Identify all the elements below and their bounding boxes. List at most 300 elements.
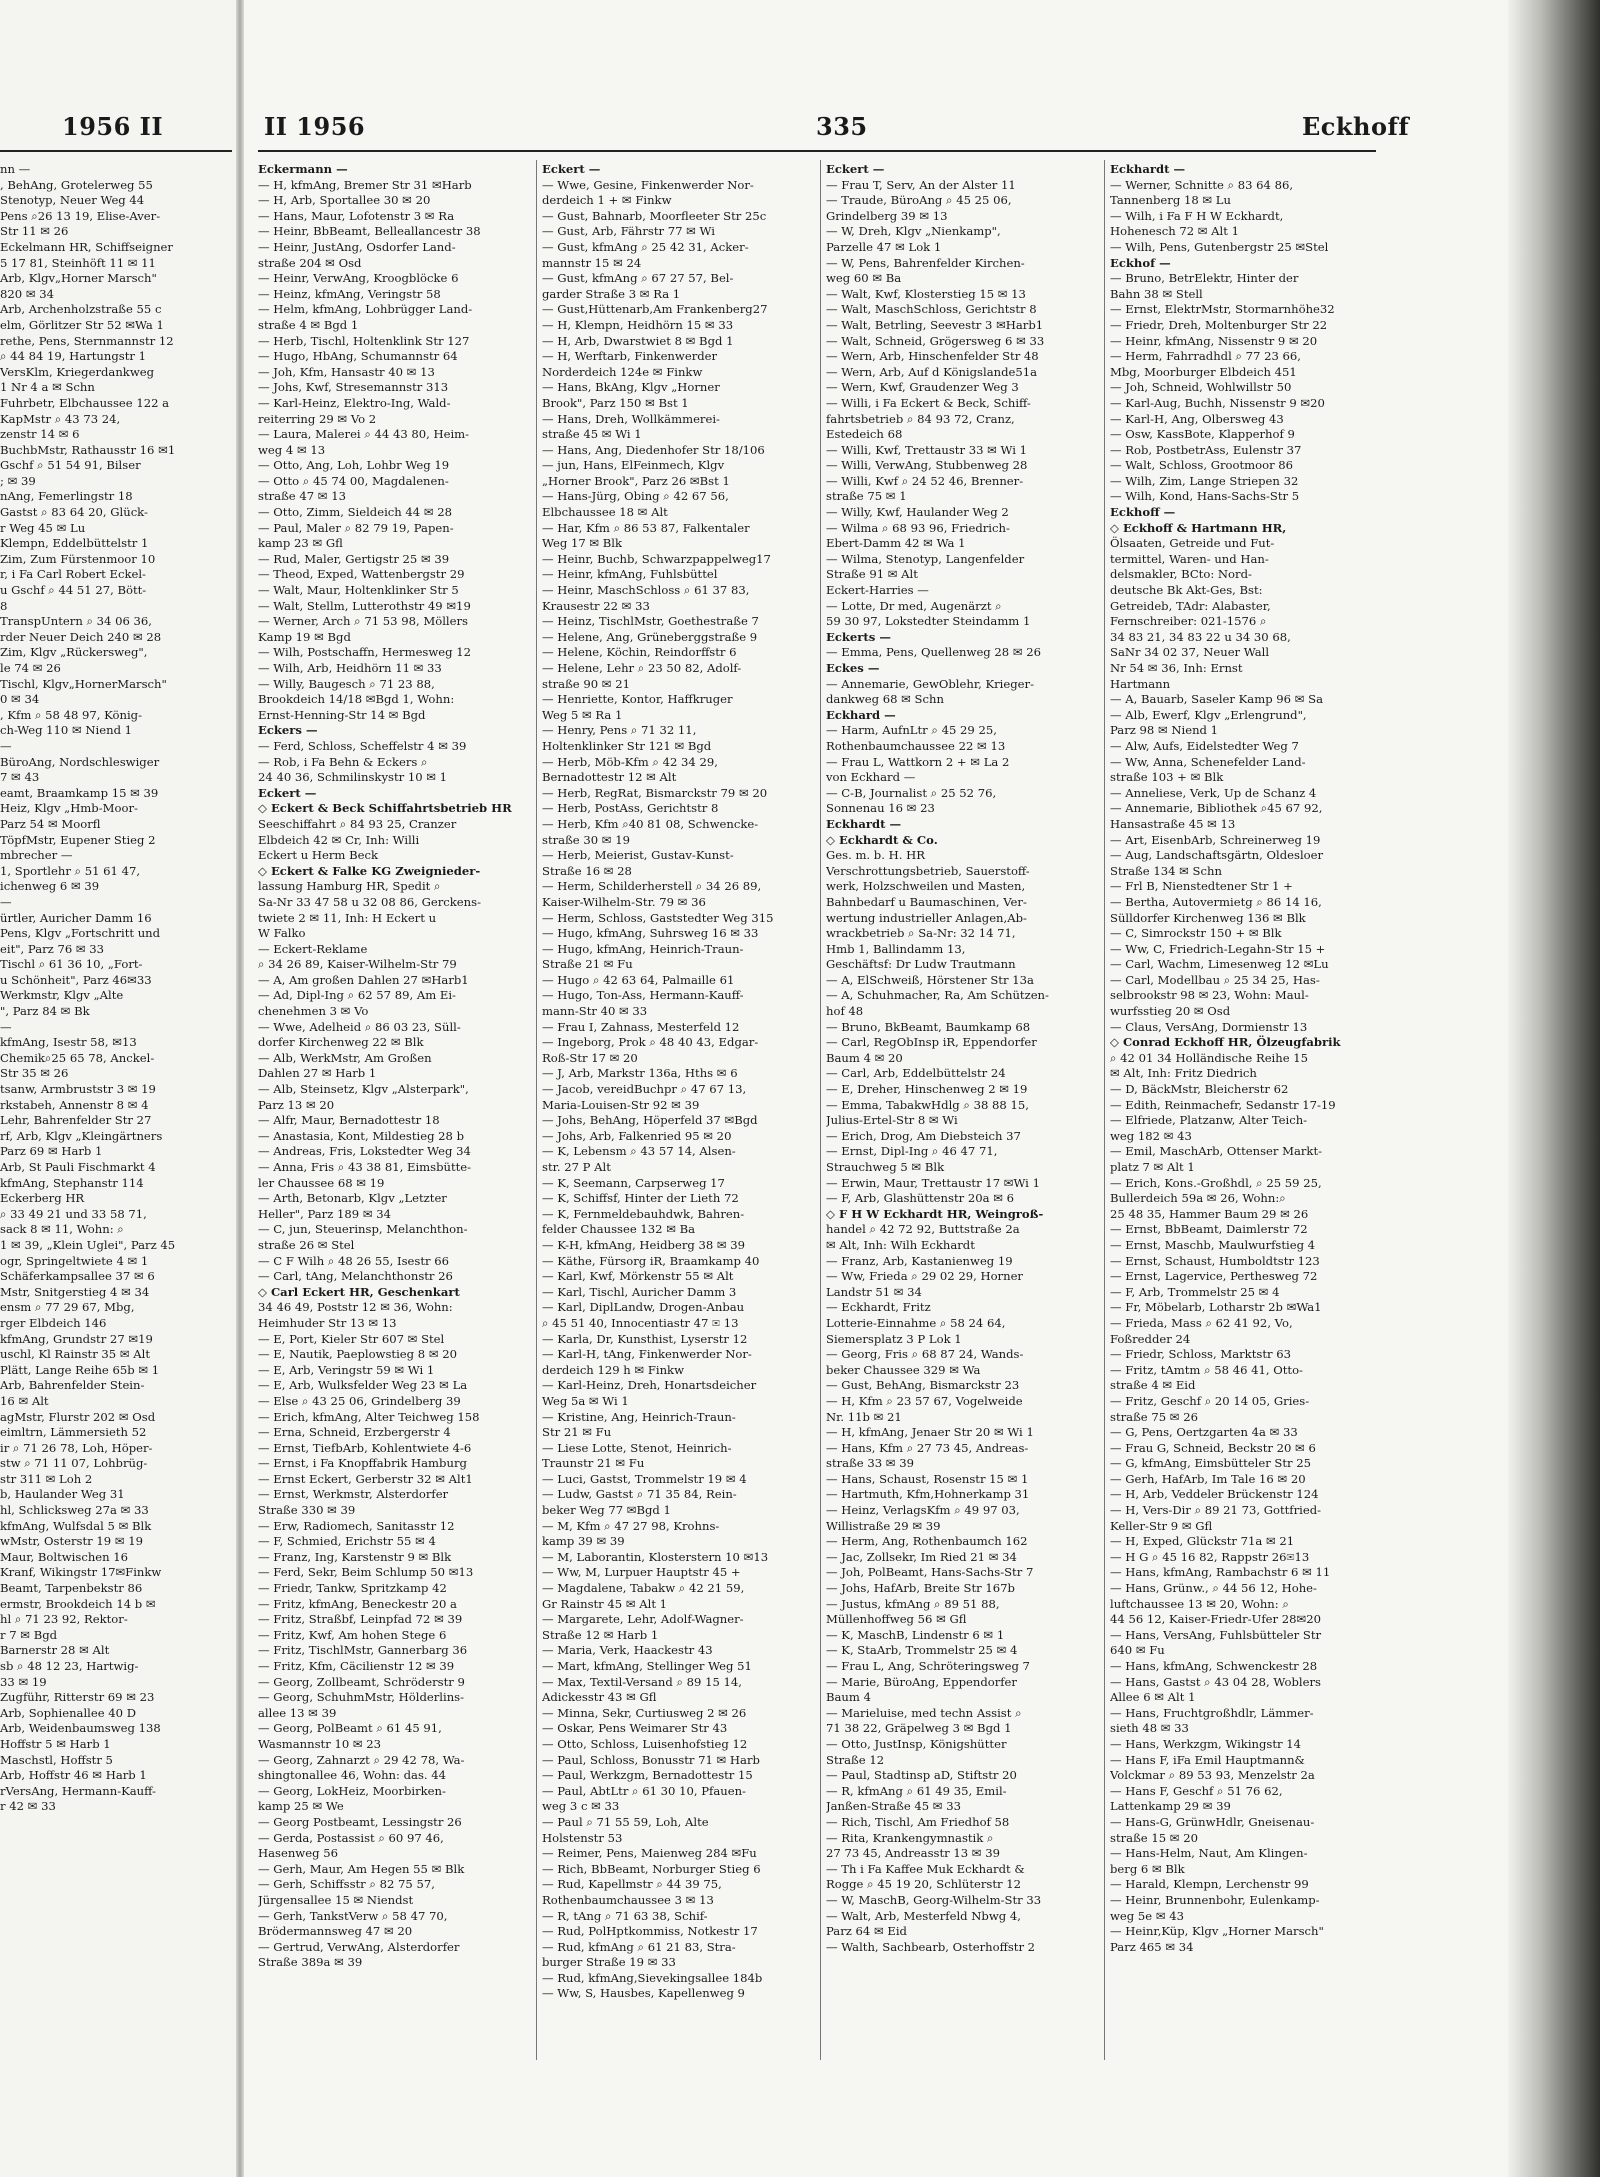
directory-entry-line: — E, Arb, Veringstr 59 ✉ Wi 1 <box>258 1362 435 1377</box>
directory-entry-line: — Max, Textil-Versand ⌕ 89 15 14, <box>542 1674 742 1689</box>
directory-entry-line: Eckhardt — <box>826 816 902 831</box>
directory-entry-line: — Ad, Dipl-Ing ⌕ 62 57 89, Am Ei- <box>258 988 456 1003</box>
directory-entry-line: 1 Nr 4 a ✉ Schn <box>0 380 95 395</box>
directory-entry-line: — H, Werftarb, Finkenwerder <box>542 349 718 364</box>
directory-entry-line: u Gschf ⌕ 44 51 27, Bött- <box>0 583 147 598</box>
directory-entry-line: — Hans-Jürg, Obing ⌕ 42 67 56, <box>542 489 729 504</box>
directory-entry-line: — Hans, Dreh, Wollkämmerei- <box>542 411 720 426</box>
directory-entry-line: — Georg, LokHeiz, Moorbirken- <box>258 1783 446 1798</box>
directory-entry-line: — Hans, kfmAng, Rambachstr 6 ✉ 11 <box>1110 1565 1331 1580</box>
directory-entry-line: TöpfMstr, Eupener Stieg 2 <box>0 832 156 847</box>
directory-entry-line: — Hans, BkAng, Klgv „Horner <box>542 380 720 395</box>
directory-entry-line: Eckert — <box>542 162 601 176</box>
right-page-header-left: II 1956 <box>264 112 366 141</box>
directory-entry-line: straße 47 ✉ 13 <box>258 489 346 504</box>
directory-entry-line: Straße 91 ✉ Alt <box>826 567 918 582</box>
directory-entry-line: — Ww, Frieda ⌕ 29 02 29, Horner <box>826 1269 1023 1284</box>
directory-entry-line: — Magdalene, Tabakw ⌕ 42 21 59, <box>542 1581 745 1596</box>
directory-entry-line: sb ⌕ 48 12 23, Hartwig- <box>0 1659 139 1673</box>
directory-entry-line: — Erw, Radiomech, Sanitasstr 12 <box>258 1518 455 1533</box>
scanner-edge-shadow <box>1508 0 1600 2177</box>
directory-entry-line: — Art, EisenbArb, Schreinerweg 19 <box>1110 832 1321 847</box>
directory-entry-line: — <box>0 894 12 909</box>
directory-entry-line: — Elfriede, Platzanw, Alter Teich- <box>1110 1113 1308 1128</box>
directory-entry-line: Eckhof — <box>1110 255 1171 270</box>
directory-entry-line: Holstenstr 53 <box>542 1830 623 1845</box>
directory-entry-line: Parz 465 ✉ 34 <box>1110 1939 1194 1954</box>
directory-entry-line: — Wilh, Arb, Heidhörn 11 ✉ 33 <box>258 661 442 675</box>
directory-entry-line: — Helene, Lehr ⌕ 23 50 82, Adolf- <box>542 661 742 675</box>
directory-entry-line: Str 35 ✉ 26 <box>0 1066 69 1081</box>
directory-entry-line: r Weg 45 ✉ Lu <box>0 520 86 535</box>
directory-entry-line: Mstr, Snitgerstieg 4 ✉ 34 <box>0 1284 150 1299</box>
directory-entry-line: 16 ✉ Alt <box>0 1393 49 1408</box>
directory-entry-line: Arb, Sophienallee 40 D <box>0 1705 137 1720</box>
directory-entry-line: shingtonallee 46, Wohn: das. 44 <box>258 1768 447 1783</box>
directory-entry-line: — Carl, Wachm, Limesenweg 12 ✉Lu <box>1110 957 1329 972</box>
directory-entry-line: platz 7 ✉ Alt 1 <box>1110 1160 1195 1174</box>
directory-entry-line: allee 13 ✉ 39 <box>258 1705 337 1720</box>
directory-entry-line: — Joh, PolBeamt, Hans-Sachs-Str 7 <box>826 1565 1034 1580</box>
directory-entry-line: — Fritz, Kfm, Cäcilienstr 12 ✉ 39 <box>258 1659 455 1673</box>
directory-entry-line: ◇ Eckhoff & Hartmann HR, <box>1110 520 1287 535</box>
directory-entry-line: — H, Arb, Sportallee 30 ✉ 20 <box>258 193 431 208</box>
directory-entry-line: — Willi, VerwAng, Stubbenweg 28 <box>826 458 1028 473</box>
directory-entry-line: — H, Klempn, Heidhörn 15 ✉ 33 <box>542 317 734 332</box>
directory-entry-line: — Carl, tAng, Melanchthonstr 26 <box>258 1269 453 1284</box>
directory-entry-line: — K, Lebensm ⌕ 43 57 14, Alsen- <box>542 1144 736 1159</box>
directory-entry-line: b, Haulander Weg 31 <box>0 1487 125 1502</box>
directory-entry-line: — Frl B, Nienstedtener Str 1 + <box>1110 879 1293 894</box>
directory-entry-line: — Friedr, Dreh, Moltenburger Str 22 <box>1110 317 1328 332</box>
directory-entry-line: r 42 ✉ 33 <box>0 1799 56 1814</box>
directory-entry-line: Straße 134 ✉ Schn <box>1110 863 1222 878</box>
directory-entry-line: wMstr, Osterstr 19 ✉ 19 <box>0 1534 143 1549</box>
directory-entry-line: , BehAng, Grotelerweg 55 <box>0 177 153 192</box>
directory-entry-line: Hansastraße 45 ✉ 13 <box>1110 816 1236 831</box>
directory-entry-line: — Heinr,Küp, Klgv „Horner Marsch" <box>1110 1924 1324 1939</box>
directory-entry-line: — Fritz, tAmtm ⌕ 58 46 41, Otto- <box>1110 1362 1303 1377</box>
directory-entry-line: — H, Vers-Dir ⌕ 89 21 73, Gottfried- <box>1110 1503 1322 1518</box>
directory-entry-line: Straße 389a ✉ 39 <box>258 1955 363 1970</box>
directory-entry-line: Strauchweg 5 ✉ Blk <box>826 1160 945 1174</box>
directory-entry-line: — Marieluise, med techn Assist ⌕ <box>826 1705 1022 1720</box>
directory-entry-line: — Maria, Verk, Haackestr 43 <box>542 1643 713 1658</box>
directory-entry-line: ir ⌕ 71 26 78, Loh, Höper- <box>0 1440 153 1455</box>
directory-entry-line: — Ernst, BbBeamt, Daimlerstr 72 <box>1110 1222 1308 1237</box>
directory-entry-line: Eckerberg HR <box>0 1191 85 1206</box>
right-page <box>244 0 1600 2177</box>
directory-entry-line: 1 ✉ 39, „Klein Uglei", Parz 45 <box>0 1237 176 1252</box>
directory-entry-line: — Fritz, Kwf, Am hohen Stege 6 <box>258 1627 447 1642</box>
directory-entry-line: — Justus, kfmAng ⌕ 89 51 88, <box>826 1596 1000 1611</box>
directory-entry-line: — Gerh, TankstVerw ⌕ 58 47 70, <box>258 1908 448 1923</box>
directory-entry-line: deutsche Bk Akt-Ges, Bst: <box>1110 583 1263 598</box>
directory-entry-line: TranspUntern ⌕ 34 06 36, <box>0 614 152 629</box>
directory-entry-line: — A, Bauarb, Saseler Kamp 96 ✉ Sa <box>1110 692 1323 707</box>
directory-entry-line: — Ernst, ElektrMstr, Stormarnhöhe32 <box>1110 302 1335 317</box>
directory-entry-line: Parz 69 ✉ Harb 1 <box>0 1144 103 1159</box>
directory-entry-line: — D, BäckMstr, Bleicherstr 62 <box>1110 1082 1289 1097</box>
directory-entry-line: — Otto, Ang, Loh, Lohbr Weg 19 <box>258 458 450 473</box>
directory-entry-line: Hoffstr 5 ✉ Harb 1 <box>0 1736 111 1751</box>
directory-entry-line: — Mart, kfmAng, Stellinger Weg 51 <box>542 1659 752 1673</box>
directory-entry-line: Beamt, Tarpenbekstr 86 <box>0 1581 143 1596</box>
directory-entry-line: Eckers — <box>258 723 318 738</box>
directory-entry-line: — E, Dreher, Hinschenweg 2 ✉ 19 <box>826 1082 1028 1097</box>
directory-entry-line: — Heinz, kfmAng, Veringstr 58 <box>258 286 441 301</box>
directory-entry-line: — Kristine, Ang, Heinrich-Traun- <box>542 1409 736 1424</box>
directory-entry-line: — C F Wilh ⌕ 48 26 55, Isestr 66 <box>258 1253 450 1268</box>
directory-entry-line: — Wwe, Gesine, Finkenwerder Nor- <box>542 177 754 192</box>
directory-entry-line: — A, Schuhmacher, Ra, Am Schützen- <box>826 988 1049 1003</box>
directory-entry-line: Sa-Nr 33 47 58 u 32 08 86, Gerckens- <box>258 894 481 909</box>
directory-entry-line: — Har, Kfm ⌕ 86 53 87, Falkentaler <box>542 520 750 535</box>
directory-entry-line: kamp 23 ✉ Gfl <box>258 536 343 551</box>
directory-entry-line: — Henry, Pens ⌕ 71 32 11, <box>542 723 697 738</box>
directory-entry-line: Rothenbaumchaussee 3 ✉ 13 <box>542 1892 714 1907</box>
directory-entry-line: Heimhuder Str 13 ✉ 13 <box>258 1315 397 1330</box>
directory-entry-line: Parz 54 ✉ Moorfl <box>0 816 101 831</box>
directory-entry-line: Straße 12 ✉ Harb 1 <box>542 1627 659 1642</box>
directory-entry-line: chenehmen 3 ✉ Vo <box>258 1004 369 1019</box>
directory-entry-line: — jun, Hans, ElFeinmech, Klgv <box>542 458 725 473</box>
directory-entry-line: — Liese Lotte, Stenot, Heinrich- <box>542 1440 732 1455</box>
column-divider <box>536 160 537 2060</box>
directory-entry-line: kfmAng, Grundstr 27 ✉19 <box>0 1331 153 1346</box>
directory-entry-line: — Walth, Sachbearb, Osterhoffstr 2 <box>826 1939 1036 1954</box>
directory-entry-line: — Emil, MaschArb, Ottenser Markt- <box>1110 1144 1323 1159</box>
directory-entry-line: von Eckhard — <box>826 770 916 785</box>
directory-entry-line: stw ⌕ 71 11 07, Lohbrüg- <box>0 1456 148 1471</box>
directory-entry-line: — Walt, Schneid, Grögersweg 6 ✉ 33 <box>826 333 1045 348</box>
directory-entry-line: — Ww, C, Friedrich-Legahn-Str 15 + <box>1110 941 1326 956</box>
directory-entry-line: Straße 16 ✉ 28 <box>542 863 632 878</box>
directory-entry-line: — Gust, kfmAng ⌕ 25 42 31, Acker- <box>542 239 749 254</box>
directory-entry-line: — Reimer, Pens, Maienweg 284 ✉Fu <box>542 1846 757 1861</box>
column-divider <box>1104 160 1105 2060</box>
directory-entry-line: straße 33 ✉ 39 <box>826 1456 914 1471</box>
directory-entry-line: — G, Pens, Oertzgarten 4a ✉ 33 <box>1110 1425 1298 1440</box>
directory-entry-line: tsanw, Armbruststr 3 ✉ 19 <box>0 1082 156 1097</box>
directory-entry-line: str 311 ✉ Loh 2 <box>0 1471 93 1486</box>
directory-entry-line: — F, Arb, Glashüttenstr 20a ✉ 6 <box>826 1191 1014 1206</box>
directory-entry-line: — Anastasia, Kont, Mildestieg 28 b <box>258 1128 465 1143</box>
directory-entry-line: — Eckhardt, Fritz <box>826 1300 931 1315</box>
directory-entry-line: Allee 6 ✉ Alt 1 <box>1110 1690 1196 1705</box>
directory-entry-line: kfmAng, Stephanstr 114 <box>0 1175 144 1190</box>
directory-entry-line: straße 26 ✉ Stel <box>258 1237 355 1252</box>
directory-entry-line: — K-H, kfmAng, Heidberg 38 ✉ 39 <box>542 1237 746 1252</box>
directory-entry-line: Hasenweg 56 <box>258 1846 338 1861</box>
directory-entry-line: — Osw, KassBote, Klapperhof 9 <box>1110 427 1295 442</box>
directory-entry-line: 71 38 22, Gräpelweg 3 ✉ Bgd 1 <box>826 1721 1012 1736</box>
directory-entry-line: BuchbMstr, Rathausstr 16 ✉1 <box>0 442 176 457</box>
directory-entry-line: — Franz, Arb, Kastanienweg 19 <box>826 1253 1013 1268</box>
directory-entry-line: Weg 17 ✉ Blk <box>542 536 623 551</box>
directory-entry-line: — Hugo, kfmAng, Heinrich-Traun- <box>542 941 744 956</box>
directory-entry-line: Hohenesch 72 ✉ Alt 1 <box>1110 224 1239 239</box>
directory-entry-line: — Johs, Arb, Falkenried 95 ✉ 20 <box>542 1128 732 1143</box>
directory-entry-line: Kranf, Wikingstr 17✉Finkw <box>0 1565 162 1580</box>
directory-entry-line: ◇ Eckert & Falke KG Zweignieder- <box>258 863 481 878</box>
directory-entry-line: Arb, Bahrenfelder Stein- <box>0 1378 145 1393</box>
directory-entry-line: zenstr 14 ✉ 6 <box>0 427 80 442</box>
directory-entry-line: ◇ Eckhardt & Co. <box>826 832 938 847</box>
directory-entry-line: Fernschreiber: 021-1576 ⌕ <box>1110 614 1267 629</box>
directory-entry-line: — H, Kfm ⌕ 23 57 67, Vogelweide <box>826 1393 1023 1408</box>
directory-entry-line: — Georg, PolBeamt ⌕ 61 45 91, <box>258 1721 442 1736</box>
directory-entry-line: — Rud, Kapellmstr ⌕ 44 39 75, <box>542 1877 722 1892</box>
directory-entry-line: — Alw, Aufs, Eidelstedter Weg 7 <box>1110 738 1299 753</box>
directory-entry-line: Eckert — <box>258 785 317 800</box>
directory-entry-line: r 7 ✉ Bgd <box>0 1627 58 1642</box>
directory-entry-line: Holtenklinker Str 121 ✉ Bgd <box>542 738 712 753</box>
directory-entry-line: — Ernst, Dipl-Ing ⌕ 46 47 71, <box>826 1144 998 1159</box>
directory-entry-line: — C, jun, Steuerinsp, Melanchthon- <box>258 1222 468 1237</box>
directory-entry-line: — Hugo, kfmAng, Suhrsweg 16 ✉ 33 <box>542 926 759 941</box>
directory-entry-line: „Horner Brook", Parz 26 ✉Bst 1 <box>542 473 730 488</box>
directory-entry-line: — Herm, Ang, Rothenbaumch 162 <box>826 1534 1028 1549</box>
directory-entry-line: Stenotyp, Neuer Weg 44 <box>0 193 145 208</box>
directory-entry-line: Tannenberg 18 ✉ Lu <box>1110 193 1231 208</box>
directory-entry-line: rf, Arb, Klgv „Kleingärtners <box>0 1128 163 1143</box>
directory-entry-line: — Heinr, Brunnenbohr, Eulenkamp- <box>1110 1892 1320 1907</box>
directory-entry-line: — Gust, kfmAng ⌕ 67 27 57, Bel- <box>542 271 734 286</box>
directory-entry-line: — Bruno, BkBeamt, Baumkamp 68 <box>826 1019 1031 1034</box>
directory-entry-line: — Harald, Klempn, Lerchenstr 99 <box>1110 1877 1309 1892</box>
directory-entry-line: reiterring 29 ✉ Vo 2 <box>258 411 377 426</box>
directory-entry-line: — Theod, Exped, Wattenbergstr 29 <box>258 567 465 582</box>
directory-entry-line: Bullerdeich 59a ✉ 26, Wohn:⌕ <box>1110 1191 1286 1206</box>
directory-entry-line: sieth 48 ✉ 33 <box>1110 1721 1189 1736</box>
directory-entry-line: Müllenhoffweg 56 ✉ Gfl <box>826 1612 967 1627</box>
directory-entry-line: — Ludw, Gastst ⌕ 71 35 84, Rein- <box>542 1487 737 1502</box>
directory-entry-line: Baum 4 <box>826 1690 871 1705</box>
directory-entry-line: kfmAng, Wulfsdal 5 ✉ Blk <box>0 1518 152 1533</box>
directory-entry-line: Straße 12 <box>826 1752 885 1767</box>
directory-entry-line: ⌕ 44 84 19, Hartungstr 1 <box>0 349 146 364</box>
directory-entry-line: str. 27 P Alt <box>542 1160 611 1174</box>
directory-entry-line: — E, Nautik, Paeplowstieg 8 ✉ 20 <box>258 1347 457 1362</box>
directory-entry-line: 8 <box>0 598 8 613</box>
directory-entry-line: — H, Arb, Veddeler Brückenstr 124 <box>1110 1487 1319 1502</box>
directory-entry-line: ⌕ 42 01 34 Holländische Reihe 15 <box>1110 1050 1309 1065</box>
directory-entry-line: — Georg Postbeamt, Lessingstr 26 <box>258 1814 462 1829</box>
directory-entry-line: — Wilh, i Fa F H W Eckhardt, <box>1110 208 1284 223</box>
directory-entry-line: — H, kfmAng, Jenaer Str 20 ✉ Wi 1 <box>826 1425 1034 1440</box>
directory-entry-line: — Gerh, Maur, Am Hegen 55 ✉ Blk <box>258 1861 465 1876</box>
directory-entry-line: ch-Weg 110 ✉ Niend 1 <box>0 723 133 738</box>
directory-entry-line: — Käthe, Fürsorg iR, Braamkamp 40 <box>542 1253 760 1268</box>
directory-entry-line: — R, tAng ⌕ 71 63 38, Schif- <box>542 1908 708 1923</box>
directory-entry-line: — Erna, Schneid, Erzbergerstr 4 <box>258 1425 451 1440</box>
directory-entry-line: ⌕ 45 51 40, Innocentiastr 47 ✉ 13 <box>542 1315 739 1330</box>
directory-entry-line: Straße 21 ✉ Fu <box>542 957 633 972</box>
directory-entry-line: — Frau L, Ang, Schröteringsweg 7 <box>826 1659 1030 1673</box>
directory-entry-line: derdeich 1 + ✉ Finkw <box>542 193 672 208</box>
directory-entry-line: — Herb, Möb-Kfm ⌕ 42 34 29, <box>542 754 718 769</box>
directory-entry-line: — Walt, Kwf, Klosterstieg 15 ✉ 13 <box>826 286 1026 301</box>
directory-entry-line: — H G ⌕ 45 16 82, Rappstr 26✉13 <box>1110 1549 1310 1564</box>
directory-entry-line: Eckert — <box>826 162 885 176</box>
left-page-column <box>0 162 232 1815</box>
directory-entry-line: straße 75 ✉ 26 <box>1110 1409 1198 1424</box>
directory-entry-line: — Rob, i Fa Behn & Eckers ⌕ <box>258 754 428 769</box>
directory-entry-line: — E, Port, Kieler Str 607 ✉ Stel <box>258 1331 445 1346</box>
directory-entry-line: — Hugo, HbAng, Schumannstr 64 <box>258 349 458 364</box>
directory-entry-line: eimltrn, Lämmersieth 52 <box>0 1425 147 1440</box>
directory-entry-line: straße 45 ✉ Wi 1 <box>542 427 642 442</box>
directory-entry-line: Getreideb, TAdr: Alabaster, <box>1110 598 1271 613</box>
directory-entry-line: straße 4 ✉ Eid <box>1110 1378 1196 1393</box>
directory-entry-line: — Wilh, Zim, Lange Striepen 32 <box>1110 473 1299 488</box>
directory-entry-line: — Hans F, Geschf ⌕ 51 76 62, <box>1110 1783 1283 1798</box>
directory-entry-line: — Jac, Zollsekr, Im Ried 21 ✉ 34 <box>826 1549 1017 1564</box>
directory-entry-line: VersKlm, Kriegerdankweg <box>0 364 155 379</box>
directory-entry-line: — W, Dreh, Klgv „Nienkamp", <box>826 224 1001 239</box>
directory-entry-line: — Johs, HafArb, Breite Str 167b <box>826 1581 1015 1596</box>
directory-entry-line: — Ernst, Lagervice, Perthesweg 72 <box>1110 1269 1318 1284</box>
directory-entry-line: uschl, Kl Rainstr 35 ✉ Alt <box>0 1347 151 1362</box>
directory-entry-line: Hartmann <box>1110 676 1171 691</box>
directory-entry-line: — Th i Fa Kaffee Muk Eckhardt & <box>826 1861 1025 1876</box>
directory-entry-line: — Johs, Kwf, Stresemannstr 313 <box>258 380 449 395</box>
directory-entry-line: selbrookstr 98 ✉ 23, Wohn: Maul- <box>1110 988 1309 1003</box>
directory-entry-line: — Bertha, Autovermietg ⌕ 86 14 16, <box>1110 894 1322 909</box>
directory-entry-line: — <box>0 738 12 753</box>
directory-entry-line: Estedeich 68 <box>826 427 903 442</box>
directory-entry-line: — Rud, PolHptkommiss, Notkestr 17 <box>542 1924 758 1939</box>
directory-entry-line: Verschrottungsbetrieb, Sauerstoff- <box>826 863 1030 878</box>
directory-entry-line: rger Elbdeich 146 <box>0 1315 107 1330</box>
directory-entry-line: — Rich, BbBeamt, Norburger Stieg 6 <box>542 1861 761 1876</box>
directory-entry-line: — Traude, BüroAng ⌕ 45 25 06, <box>826 193 1012 208</box>
directory-entry-line: eamt, Braamkamp 15 ✉ 39 <box>0 785 159 800</box>
directory-entry-line: Eckhard — <box>826 707 896 722</box>
directory-entry-line: — Wern, Kwf, Graudenzer Weg 3 <box>826 380 1019 395</box>
directory-entry-line: kamp 39 ✉ 39 <box>542 1534 625 1549</box>
directory-entry-line: — Willi, Kwf, Trettaustr 33 ✉ Wi 1 <box>826 442 1028 457</box>
directory-entry-line: — Rud, kfmAng,Sievekingsallee 184b <box>542 1970 763 1985</box>
directory-entry-line: straße 4 ✉ Bgd 1 <box>258 317 359 332</box>
directory-column-1 <box>258 162 530 1971</box>
directory-entry-line: — Hans, Schaust, Rosenstr 15 ✉ 1 <box>826 1471 1029 1486</box>
directory-entry-line: — Karl-Aug, Buchh, Nissenstr 9 ✉20 <box>1110 395 1325 410</box>
directory-entry-line: Wasmannstr 10 ✉ 23 <box>258 1736 382 1751</box>
directory-entry-line: Eckert-Harries — <box>826 583 929 598</box>
directory-entry-line: — Aug, Landschaftsgärtn, Oldesloer <box>1110 848 1324 863</box>
directory-entry-line: burger Straße 19 ✉ 33 <box>542 1955 676 1970</box>
directory-entry-line: kfmAng, Isestr 58, ✉13 <box>0 1035 137 1050</box>
directory-entry-line: Weg 5 ✉ Ra 1 <box>542 707 623 722</box>
directory-entry-line: Parz 64 ✉ Eid <box>826 1924 907 1939</box>
directory-entry-line: ogr, Springeltwiete 4 ✉ 1 <box>0 1253 149 1268</box>
directory-entry-line: Landstr 51 ✉ 34 <box>826 1284 922 1299</box>
directory-entry-line: — K, Fernmeldebauhdwk, Bahren- <box>542 1206 745 1221</box>
directory-entry-line: — Alfr, Maur, Bernadottestr 18 <box>258 1113 440 1128</box>
directory-entry-line: 640 ✉ Fu <box>1110 1643 1165 1658</box>
directory-entry-line: Schäferkampsallee 37 ✉ 6 <box>0 1269 155 1284</box>
directory-entry-line: Eckerts — <box>826 629 891 644</box>
directory-entry-line: Lotterie-Einnahme ⌕ 58 24 64, <box>826 1315 1006 1330</box>
directory-entry-line: Gastst ⌕ 83 64 20, Glück- <box>0 505 148 520</box>
directory-entry-line: werk, Holzschweilen und Masten, <box>826 879 1026 894</box>
directory-entry-line: — K, Schiffsf, Hinter der Lieth 72 <box>542 1191 739 1206</box>
directory-entry-line: — Hans, Ang, Diedenhofer Str 18/106 <box>542 442 765 457</box>
directory-entry-line: garder Straße 3 ✉ Ra 1 <box>542 286 681 301</box>
directory-entry-line: — Ernst Eckert, Gerberstr 32 ✉ Alt1 <box>258 1471 473 1486</box>
directory-entry-line: — Wern, Arb, Auf d Königslande51a <box>826 364 1038 379</box>
directory-entry-line: — Herm, Fahrradhdl ⌕ 77 23 66, <box>1110 349 1301 364</box>
directory-entry-line: SaNr 34 02 37, Neuer Wall <box>1110 645 1270 660</box>
directory-entry-line: — Bruno, BetrElektr, Hinter der <box>1110 271 1299 286</box>
directory-entry-line: — Friedr, Tankw, Spritzkamp 42 <box>258 1581 447 1596</box>
directory-entry-line: Zugführ, Ritterstr 69 ✉ 23 <box>0 1690 155 1705</box>
directory-entry-line: — Erich, kfmAng, Alter Teichweg 158 <box>258 1409 480 1424</box>
directory-entry-line: Brook", Parz 150 ✉ Bst 1 <box>542 395 689 410</box>
directory-entry-line: — Willy, Kwf, Haulander Weg 2 <box>826 505 1009 520</box>
directory-entry-line: — Alb, Ewerf, Klgv „Erlengrund", <box>1110 707 1307 722</box>
directory-entry-line: rVersAng, Hermann-Kauff- <box>0 1783 156 1798</box>
directory-entry-line: ensm ⌕ 77 29 67, Mbg, <box>0 1300 135 1315</box>
directory-entry-line: — Karl, Tischl, Auricher Damm 3 <box>542 1284 737 1299</box>
directory-entry-line: 7 ✉ 43 <box>0 770 40 785</box>
directory-entry-line: Arb, Archenholzstraße 55 c <box>0 302 162 317</box>
header-rule <box>258 150 1376 152</box>
directory-entry-line: 44 56 12, Kaiser-Friedr-Ufer 28✉20 <box>1110 1612 1321 1627</box>
directory-entry-line: straße 103 + ✉ Blk <box>1110 770 1224 785</box>
directory-entry-line: — A, ElSchweiß, Hörstener Str 13a <box>826 972 1034 987</box>
directory-entry-line: — Alb, WerkMstr, Am Großen <box>258 1050 432 1065</box>
directory-entry-line: Zim, Klgv „Rückersweg", <box>0 645 148 660</box>
directory-entry-line: dorfer Kirchenweg 22 ✉ Blk <box>258 1035 424 1050</box>
directory-entry-line: — Annemarie, GewOblehr, Krieger- <box>826 676 1034 691</box>
directory-entry-line: — Werner, Arch ⌕ 71 53 98, Möllers <box>258 614 468 629</box>
directory-entry-line: — Herm, Schilderherstell ⌕ 34 26 89, <box>542 879 762 894</box>
directory-entry-line: — K, Seemann, Carpserweg 17 <box>542 1175 725 1190</box>
directory-entry-line: — Ernst, i Fa Knopffabrik Hamburg <box>258 1456 467 1471</box>
directory-entry-line: ◇ F H W Eckhardt HR, Weingroß- <box>826 1206 1044 1221</box>
directory-entry-line: — Rich, Tischl, Am Friedhof 58 <box>826 1814 1010 1829</box>
directory-entry-line: Pens ⌕26 13 19, Elise-Aver- <box>0 208 161 223</box>
directory-entry-line: — Alb, Steinsetz, Klgv „Alsterpark", <box>258 1082 469 1097</box>
directory-entry-line: — Frau G, Schneid, Beckstr 20 ✉ 6 <box>1110 1440 1316 1455</box>
directory-entry-line: — Hans, Fruchtgroßhdlr, Lämmer- <box>1110 1705 1314 1720</box>
directory-entry-line: — Karl-H, tAng, Finkenwerder Nor- <box>542 1347 752 1362</box>
directory-entry-line: — Marie, BüroAng, Eppendorfer <box>826 1674 1017 1689</box>
directory-entry-line: Eckermann — <box>258 162 348 176</box>
directory-entry-line: Bernadottestr 12 ✉ Alt <box>542 770 677 785</box>
directory-entry-line: — Willi, i Fa Eckert & Beck, Schiff- <box>826 395 1031 410</box>
directory-entry-line: ermstr, Brookdeich 14 b ✉ <box>0 1596 156 1611</box>
directory-entry-line: — Ww, M, Lurpuer Hauptstr 45 + <box>542 1565 741 1580</box>
directory-entry-line: — C, Simrockstr 150 + ✉ Blk <box>1110 926 1282 941</box>
directory-entry-line: kamp 25 ✉ We <box>258 1799 344 1814</box>
directory-entry-line: rder Neuer Deich 240 ✉ 28 <box>0 629 162 644</box>
directory-entry-line: — Paul, AbtLtr ⌕ 61 30 10, Pfauen- <box>542 1783 746 1798</box>
directory-entry-line: — Herb, Kfm ⌕40 81 08, Schwencke- <box>542 816 759 831</box>
directory-entry-line: — Gerda, Postassist ⌕ 60 97 46, <box>258 1830 444 1845</box>
directory-entry-line: Nr. 11b ✉ 21 <box>826 1409 902 1424</box>
directory-entry-line: agMstr, Flurstr 202 ✉ Osd <box>0 1409 156 1424</box>
directory-entry-line: — Emma, Pens, Quellenweg 28 ✉ 26 <box>826 645 1041 660</box>
directory-entry-line: ⌕ 34 26 89, Kaiser-Wilhelm-Str 79 <box>258 957 457 972</box>
directory-entry-line: — Rud, kfmAng ⌕ 61 21 83, Stra- <box>542 1939 736 1954</box>
directory-entry-line: — Hartmuth, Kfm,Hohnerkamp 31 <box>826 1487 1030 1502</box>
directory-entry-line: — R, kfmAng ⌕ 61 49 35, Emil- <box>826 1783 1007 1798</box>
directory-entry-line: — Anna, Fris ⌕ 43 38 81, Eimsbütte- <box>258 1160 472 1174</box>
